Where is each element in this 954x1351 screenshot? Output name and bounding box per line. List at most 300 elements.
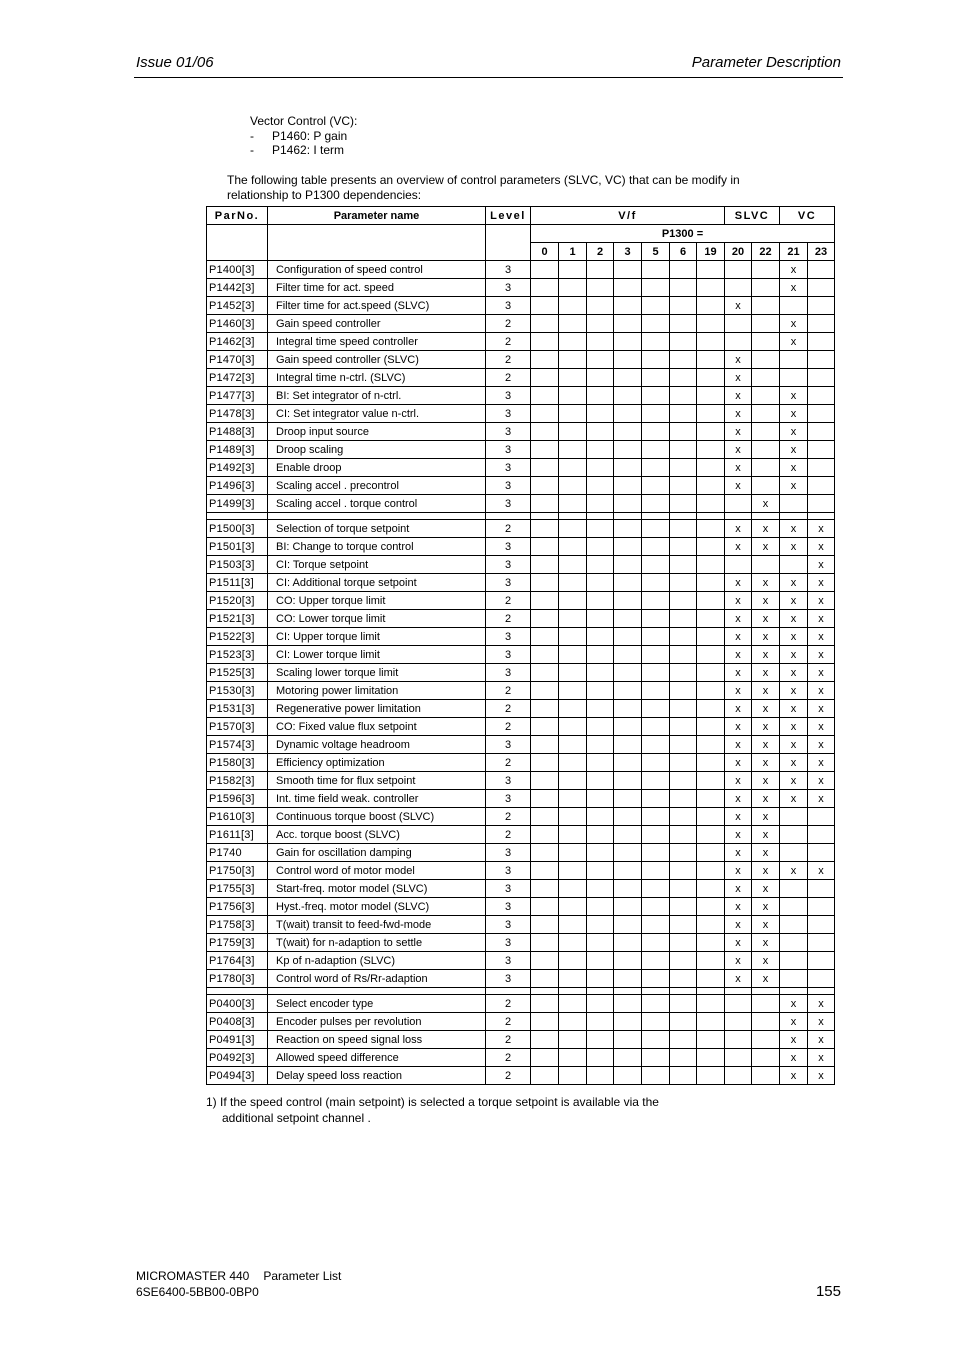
mode-cell [697,916,725,934]
mode-cell [780,351,808,369]
mode-cell [587,423,614,441]
mode-cell [614,934,642,952]
mode-cell [670,736,697,754]
table-row [207,844,835,862]
mode-cell [697,441,725,459]
mode-cell [531,772,559,790]
mode-cell [559,333,587,351]
parameter-number: P1580[3] [207,754,268,772]
mode-cell: x [808,628,835,646]
intro-list-item: - P1460: P gain [250,128,348,143]
mode-cell: x [780,862,808,880]
table-row [207,628,835,646]
mode-cell: x [780,1031,808,1049]
mode-cell: x [808,754,835,772]
mode-cell [614,520,642,538]
mode-cell: x [780,995,808,1013]
mode-cell [642,1031,670,1049]
parameter-number: P1521[3] [207,610,268,628]
access-level: 2 [486,1013,531,1031]
mode-cell [587,880,614,898]
mode-cell: x [752,826,780,844]
mode-cell [642,556,670,574]
mode-cell [670,862,697,880]
mode-cell [697,495,725,513]
mode-cell [559,574,587,592]
mode-cell [642,459,670,477]
mode-cell [642,862,670,880]
mode-cell [780,898,808,916]
parameter-number: P1488[3] [207,423,268,441]
mode-cell [642,718,670,736]
mode-cell [559,351,587,369]
parameter-number: P1740 [207,844,268,862]
mode-cell [614,898,642,916]
mode-cell [531,970,559,988]
table-row [207,646,835,664]
mode-cell [780,934,808,952]
mode-cell: x [725,387,752,405]
parameter-number: P1610[3] [207,808,268,826]
parameter-name: Control word of Rs/Rr-adaption [268,970,486,988]
mode-cell [642,628,670,646]
mode-cell: x [752,700,780,718]
table-row [207,592,835,610]
mode-number: 23 [808,243,835,261]
mode-cell: x [752,916,780,934]
mode-cell [587,826,614,844]
mode-cell [614,754,642,772]
parameter-name: Scaling lower torque limit [268,664,486,682]
col-header-vf: V/f [531,207,725,225]
mode-cell: x [725,297,752,315]
mode-cell [697,538,725,556]
parameter-number: P1522[3] [207,628,268,646]
mode-cell: x [725,369,752,387]
parameter-name: Regenerative power limitation [268,700,486,718]
mode-cell [752,387,780,405]
mode-cell [587,405,614,423]
mode-cell: x [752,592,780,610]
mode-cell [531,995,559,1013]
mode-cell: x [752,772,780,790]
mode-cell: x [752,898,780,916]
mode-cell [697,1049,725,1067]
mode-cell [642,387,670,405]
mode-cell: x [752,718,780,736]
mode-cell [752,351,780,369]
table-row [207,736,835,754]
parameter-name: Delay speed loss reaction [268,1067,486,1085]
mode-cell: x [808,574,835,592]
mode-cell [642,477,670,495]
mode-cell: x [725,844,752,862]
intro-title: Vector Control (VC): [250,114,358,128]
mode-cell: x [752,736,780,754]
mode-cell [614,970,642,988]
mode-cell [614,459,642,477]
access-level: 3 [486,556,531,574]
mode-cell [587,592,614,610]
mode-cell [559,790,587,808]
mode-cell [531,898,559,916]
access-level: 2 [486,369,531,387]
mode-cell [559,1049,587,1067]
parameter-number: P1611[3] [207,826,268,844]
mode-cell [697,754,725,772]
table-row [207,477,835,495]
mode-cell [670,315,697,333]
mode-cell [670,495,697,513]
mode-cell [670,1067,697,1085]
mode-cell [587,790,614,808]
mode-cell [642,279,670,297]
mode-cell [614,574,642,592]
mode-cell [752,369,780,387]
parameter-name: CO: Lower torque limit [268,610,486,628]
mode-cell [697,664,725,682]
parameter-name: Control word of motor model [268,862,486,880]
parameter-number: P1501[3] [207,538,268,556]
mode-cell [808,423,835,441]
parameter-number: P0494[3] [207,1067,268,1085]
mode-cell [808,279,835,297]
mode-cell [587,574,614,592]
mode-cell [559,495,587,513]
mode-cell [559,538,587,556]
mode-cell [697,261,725,279]
mode-cell [697,682,725,700]
parameter-name: CO: Fixed value flux setpoint [268,718,486,736]
mode-cell: x [725,628,752,646]
mode-cell [697,880,725,898]
mode-cell: x [808,682,835,700]
mode-cell [531,459,559,477]
access-level: 3 [486,495,531,513]
mode-cell [697,646,725,664]
table-row [207,556,835,574]
mode-cell: x [725,808,752,826]
mode-cell [670,1013,697,1031]
intro-list-item: - P1462: I term [250,143,345,157]
mode-cell [614,700,642,718]
mode-cell: x [725,790,752,808]
mode-cell [642,495,670,513]
mode-cell [780,297,808,315]
parameter-name: CI: Upper torque limit [268,628,486,646]
mode-cell [697,477,725,495]
mode-cell [670,880,697,898]
mode-cell [697,934,725,952]
mode-cell [697,826,725,844]
mode-cell: x [780,333,808,351]
access-level: 2 [486,520,531,538]
parameter-number: P1759[3] [207,934,268,952]
table-row [207,682,835,700]
mode-cell [697,556,725,574]
parameter-number: P1758[3] [207,916,268,934]
mode-cell [642,970,670,988]
mode-cell [780,952,808,970]
access-level: 3 [486,646,531,664]
mode-cell [808,952,835,970]
mode-cell [531,333,559,351]
parameter-name: Select encoder type [268,995,486,1013]
mode-cell [670,995,697,1013]
mode-cell [614,369,642,387]
parameter-name: BI: Set integrator of n-ctrl. [268,387,486,405]
mode-cell [808,369,835,387]
mode-cell: x [752,574,780,592]
mode-cell [614,682,642,700]
mode-cell: x [725,664,752,682]
mode-cell [587,279,614,297]
mode-cell: x [725,538,752,556]
mode-cell: x [752,754,780,772]
mode-cell: x [780,700,808,718]
mode-cell [559,592,587,610]
mode-cell [670,790,697,808]
mode-cell [614,718,642,736]
mode-cell [587,459,614,477]
mode-cell [670,664,697,682]
table-row [207,808,835,826]
mode-cell [670,369,697,387]
mode-cell: x [725,952,752,970]
parameter-number: P1470[3] [207,351,268,369]
mode-cell [725,495,752,513]
access-level: 3 [486,880,531,898]
mode-number: 6 [670,243,697,261]
mode-cell [614,952,642,970]
mode-cell [559,610,587,628]
mode-cell: x [780,754,808,772]
mode-cell [642,610,670,628]
mode-cell [614,538,642,556]
mode-cell: x [808,995,835,1013]
mode-cell [531,682,559,700]
mode-cell [697,862,725,880]
mode-cell [725,333,752,351]
mode-cell [670,934,697,952]
access-level: 2 [486,610,531,628]
mode-cell: x [780,387,808,405]
mode-cell [808,261,835,279]
mode-cell [780,880,808,898]
mode-cell: x [808,538,835,556]
mode-cell: x [808,1013,835,1031]
mode-cell [531,628,559,646]
table-row [207,574,835,592]
mode-cell [559,952,587,970]
mode-cell [614,862,642,880]
mode-cell: x [752,682,780,700]
footer-product: MICROMASTER 440 [136,1269,250,1283]
mode-number: 0 [531,243,559,261]
mode-cell [587,736,614,754]
mode-cell: x [752,970,780,988]
mode-cell [670,279,697,297]
table-row [207,790,835,808]
mode-cell [587,1031,614,1049]
mode-cell [587,916,614,934]
access-level: 3 [486,790,531,808]
mode-cell [670,441,697,459]
parameter-name: Filter time for act.speed (SLVC) [268,297,486,315]
table-row [207,664,835,682]
mode-cell [725,315,752,333]
mode-cell: x [725,646,752,664]
table-row [207,772,835,790]
mode-number: 20 [725,243,752,261]
mode-cell [752,405,780,423]
mode-cell [559,898,587,916]
mode-cell [531,405,559,423]
mode-cell [752,279,780,297]
access-level: 2 [486,700,531,718]
mode-cell [614,1067,642,1085]
mode-cell [559,387,587,405]
mode-cell [531,934,559,952]
mode-cell [697,351,725,369]
mode-cell [642,808,670,826]
mode-cell: x [725,441,752,459]
mode-cell [670,754,697,772]
parameter-name: CI: Lower torque limit [268,646,486,664]
access-level: 3 [486,261,531,279]
parameter-name: Allowed speed difference [268,1049,486,1067]
mode-cell: x [752,646,780,664]
mode-cell [808,826,835,844]
mode-cell [587,1049,614,1067]
mode-cell [614,790,642,808]
page-number: 155 [815,1283,841,1300]
mode-cell [531,736,559,754]
mode-number: 19 [697,243,725,261]
parameter-name: CI: Torque setpoint [268,556,486,574]
mode-cell [697,520,725,538]
mode-cell [614,664,642,682]
mode-cell [642,297,670,315]
mode-number: 21 [780,243,808,261]
mode-cell: x [725,736,752,754]
mode-cell [587,556,614,574]
mode-cell [752,261,780,279]
mode-cell [587,441,614,459]
mode-cell [670,459,697,477]
mode-cell [808,916,835,934]
mode-cell [587,844,614,862]
mode-cell [697,574,725,592]
table-row [207,315,835,333]
col-header-level: Level [486,207,531,225]
mode-cell: x [752,862,780,880]
parameter-name: Hyst.-freq. motor model (SLVC) [268,898,486,916]
mode-cell [531,916,559,934]
mode-cell [614,808,642,826]
mode-cell [670,333,697,351]
mode-cell [642,369,670,387]
mode-cell [587,495,614,513]
mode-cell [559,934,587,952]
access-level: 2 [486,995,531,1013]
mode-cell [642,934,670,952]
parameter-number: P1530[3] [207,682,268,700]
mode-cell [752,477,780,495]
mode-cell [642,261,670,279]
mode-cell [559,520,587,538]
footer-document-info [136,1268,341,1300]
mode-cell: x [780,423,808,441]
access-level: 2 [486,682,531,700]
mode-cell [614,736,642,754]
mode-cell [559,1067,587,1085]
mode-cell [670,700,697,718]
mode-cell [614,880,642,898]
mode-cell [587,862,614,880]
mode-cell [697,808,725,826]
mode-cell: x [808,1067,835,1085]
mode-cell [642,351,670,369]
vector-control-intro [250,114,357,158]
footer-order-number: 6SE6400-5BB00-0BP0 [136,1285,259,1299]
mode-cell [752,315,780,333]
parameter-number: P1780[3] [207,970,268,988]
mode-cell [670,898,697,916]
mode-cell [531,423,559,441]
mode-cell [531,495,559,513]
mode-cell [614,826,642,844]
mode-cell [725,995,752,1013]
group-separator [207,513,835,520]
mode-cell [780,916,808,934]
mode-cell: x [780,1013,808,1031]
parameter-number: P1496[3] [207,477,268,495]
parameter-name: Scaling accel . torque control [268,495,486,513]
table-row [207,718,835,736]
mode-cell [697,628,725,646]
footnote-line-1: 1) If the speed control (main setpoint) is selected a torque setpoint is available via the [206,1095,659,1109]
mode-cell [670,538,697,556]
parameter-name: Droop input source [268,423,486,441]
mode-cell [670,772,697,790]
parameter-number: P1520[3] [207,592,268,610]
mode-cell [808,844,835,862]
mode-cell [642,315,670,333]
access-level: 3 [486,844,531,862]
mode-cell [559,556,587,574]
mode-cell [559,664,587,682]
mode-cell [614,495,642,513]
mode-cell [670,628,697,646]
mode-cell: x [808,736,835,754]
mode-cell: x [808,718,835,736]
mode-cell [697,995,725,1013]
mode-cell [559,297,587,315]
table-row [207,1013,835,1031]
mode-cell: x [780,1067,808,1085]
header-section-title: Parameter Description [691,54,841,71]
parameter-number: P1523[3] [207,646,268,664]
parameter-number: P1489[3] [207,441,268,459]
mode-cell: x [752,520,780,538]
table-row [207,261,835,279]
mode-cell: x [752,664,780,682]
mode-cell [614,556,642,574]
mode-cell [614,646,642,664]
mode-cell [587,772,614,790]
mode-cell [559,1031,587,1049]
